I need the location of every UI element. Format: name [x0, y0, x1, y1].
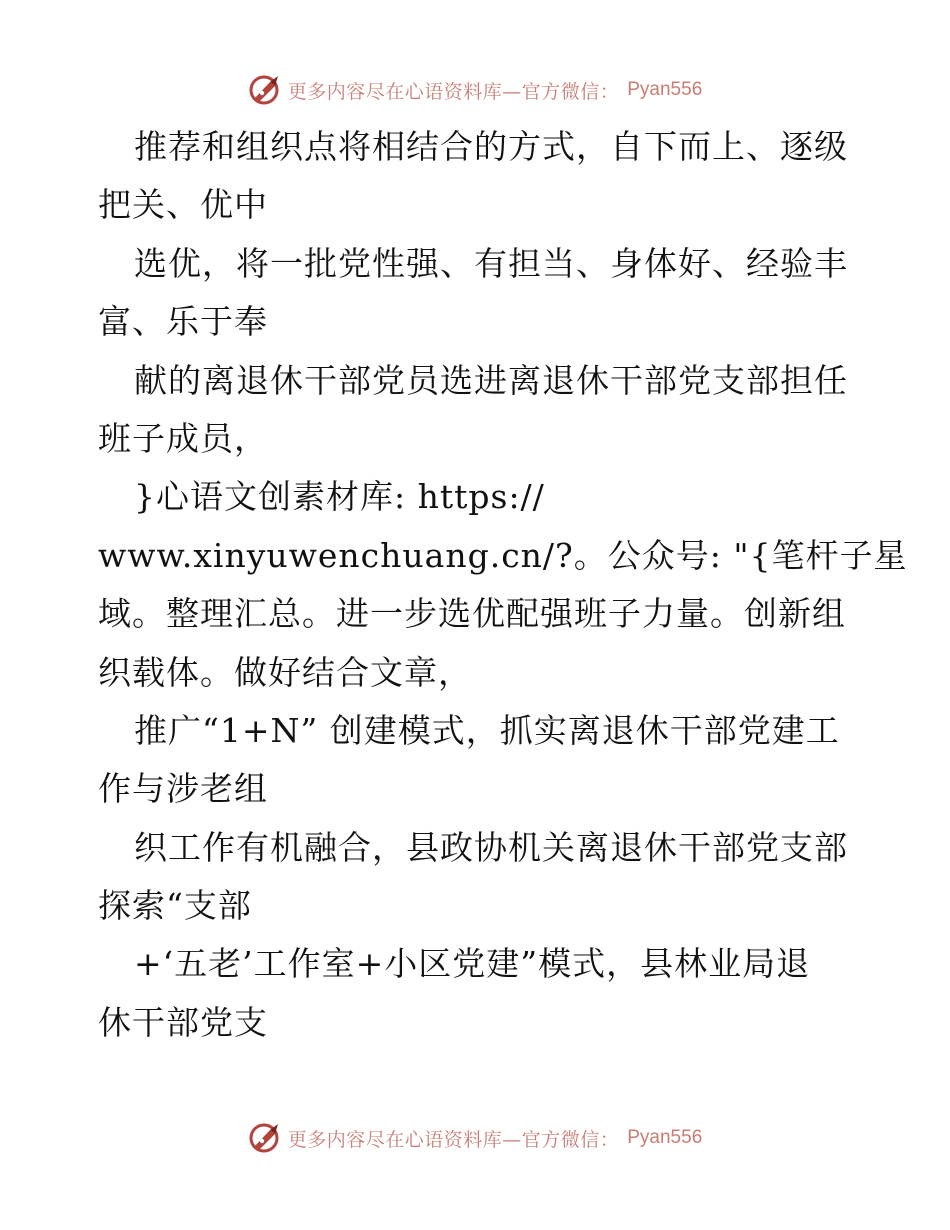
text-line: 域。整理汇总。进一步选优配强班子力量。创新组: [98, 594, 846, 634]
text-line: 休干部党支: [98, 1002, 268, 1042]
header-text: 更多内容尽在心语资料库—官方微信：: [287, 80, 620, 103]
text-line: 探索“支部: [98, 886, 252, 926]
text-line: 织载体。做好结合文章，: [98, 652, 472, 692]
text-line: 班子成员，: [98, 418, 268, 458]
text-line: 织工作有机融合，县政协机关离退休干部党支部: [134, 827, 848, 867]
body-text: [98, 118, 908, 1052]
text-line: 推荐和组织点将相结合的方式，自下而上、逐级: [134, 127, 848, 166]
text-line: }心语文创素材库: https://: [134, 477, 545, 517]
text-line: www.xinyuwenchuang.cn/?。公众号: "{笔杆子星: [98, 535, 908, 575]
text-line: 推广“1+N” 创建模式，抓实离退休干部党建工: [134, 710, 840, 750]
header-wechat-id: Pyan556: [627, 79, 703, 100]
text-line: 作与涉老组: [98, 769, 268, 809]
footer-wechat-id: Pyan556: [627, 1127, 703, 1148]
text-line: +‘五老’工作室+小区党建”模式，县林业局退: [134, 944, 811, 984]
pen-logo-icon: [248, 73, 282, 107]
footer-banner: [0, 1118, 950, 1158]
text-line: 把关、优中: [98, 185, 268, 225]
pen-logo-icon: [248, 1121, 282, 1155]
footer-text: 更多内容尽在心语资料库—官方微信：: [287, 1128, 620, 1151]
text-line: 富、乐于奉: [98, 302, 268, 342]
header-banner: [0, 70, 950, 110]
text-line: 选优，将一批党性强、有担当、身体好、经验丰: [134, 243, 848, 283]
text-line: 献的离退休干部党员选进离退休干部党支部担任: [134, 360, 848, 400]
